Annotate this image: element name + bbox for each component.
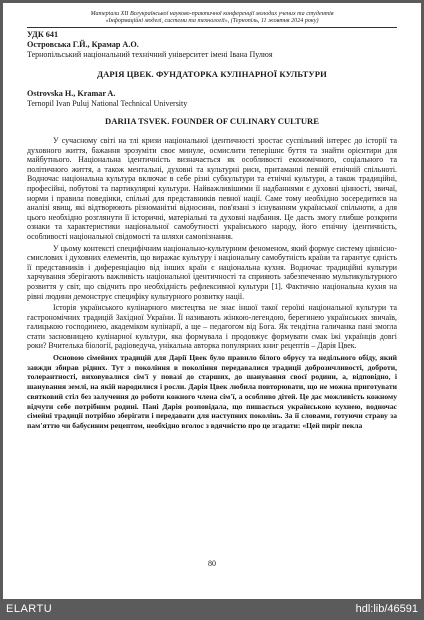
repository-name: ELARTU bbox=[6, 603, 53, 615]
paragraph-4: Основою сімейних традицій для Дарії Цвек було правило білого обрусу та недільного обіду, який завжди збирав рідних. Тут з покоління в покоління передавалися традиції доброзичливості, доброти, толерантності, виховувалися сім'ї у повазі до старших, до шанування своєї родини, а, відповідно, і шанування землі, на якій народилися і росли. Дарія Цвек любила повторювати, що не можна приготувати святковий стіл без залучення до роботи кожного члена сім'ї, а особливо дітей. Це дає можливість кожному відчути себе потрібним родині. Пані Дарія розповідала, що пишається українською кухнею, водночас сімейні традиції потрібно зберігати і передавати для наступних поколінь. За її словами, готуючи страву за пам'яттю чи бабусиним рецептом, необхідно вголос з вдячністю про це згадати: «Цей пиріг пекла bbox=[27, 353, 397, 430]
paragraph-3: Історія українського кулінарного мистецтва не знає іншої такої героїні національної культури та гастрономічних традицій Західної України. Її називають жінкою-легендою, берегинею українських звичаїв, галицькою господинею, академіком кулінарії, а ще – педагогом від Бога. Як тендітна галичанка пані змогла стати засновницею кулінарної культури, яка формувала і продовжує формувати смак їжі українців довгі роки? Вчителька біології, радіоведуча, унікальна авторка популярних книг рецептів – Дарія Цвек. bbox=[27, 303, 397, 351]
affiliation-ua: Тернопільський національний технічний університет імені Івана Пулюя bbox=[27, 50, 273, 59]
affiliation-en: Ternopil Ivan Puluj National Technical University bbox=[27, 99, 188, 108]
authors-ua: Островська Г.Й., Крамар А.О. bbox=[27, 40, 139, 49]
authors-en: Ostrovska H., Kramar A. bbox=[27, 89, 116, 98]
page-number: 80 bbox=[208, 559, 216, 568]
paragraph-1: У сучасному світі на тлі кризи національної ідентичності зростає суспільний інтерес до історії та духовного життя, бажання зрозуміти своє минуле, осмислити теперішнє буття та знайти орієнтири для майбутнього. Національна ідентичність визначається як особливості економічного, соціального та політичного життя, а також ментальні, духовні та культурні риси, притаманні певній етнічній спільноті. Водночас національна культура включає в себе різні субкультури та етнічні культури, а також традиційні, професійні, побутові та партикулярні культури. Найважливішими її надбаннями є духовні цінності, звичаї, норми і правила поведінки, спільні для представників певної нації. Саме тому необхідно зосередитися на аналізі явищ, які відтворюють різноманітні відносини, пов'язані з існуванням української спільноти, а для цього необхідно розглянути її історичні, матеріальні та духовні надбання. Це дасть змогу глибше розкрити ознаки та характеристики національної самобутності українського народу, його етнічну ідентичність, особливості національної свідомості та шляхи самопізнання. bbox=[27, 136, 397, 241]
header-line-1: Матеріали XII Всеукраїнської науково-практичної конференції молодих учених та студентів bbox=[90, 11, 334, 17]
header-divider bbox=[27, 27, 397, 28]
article-body bbox=[27, 136, 397, 431]
viewer-footer-bar bbox=[0, 599, 424, 620]
handle-identifier[interactable]: hdl:lib/46591 bbox=[355, 603, 418, 615]
article-title-ua: ДАРІЯ ЦВЕК. ФУНДАТОРКА КУЛІНАРНОЇ КУЛЬТУРИ bbox=[97, 69, 327, 79]
header-line-2: «Інформаційні моделі, системи та технології», (Тернопіль, 11 жовтня 2024 року) bbox=[105, 18, 319, 24]
paragraph-2: У цьому контексті специфічним національно-культурним феноменом, який формує систему ціннісно-смислових і духовних елементів, що виражає культуру і національну самобутність країни та гарантує єдність її представників і диференціацію від інших країн є національна кухня. Водночас традиційні культури харчування зберігають важливість національної ідентичності та сприяють забезпеченню мультикультурного розвиття у світ, що свідчить про необхідність рефлексивної культури [1]. Фактично національна кухня на рівні людини демонструє специфіку культурного розвитку нації. bbox=[27, 243, 397, 301]
document-page bbox=[3, 3, 421, 599]
article-title-en: DARIIA TSVEK. FOUNDER OF CULINARY CULTURE bbox=[105, 116, 319, 126]
conference-header bbox=[27, 11, 397, 25]
udk-code: УДК 641 bbox=[27, 30, 59, 39]
